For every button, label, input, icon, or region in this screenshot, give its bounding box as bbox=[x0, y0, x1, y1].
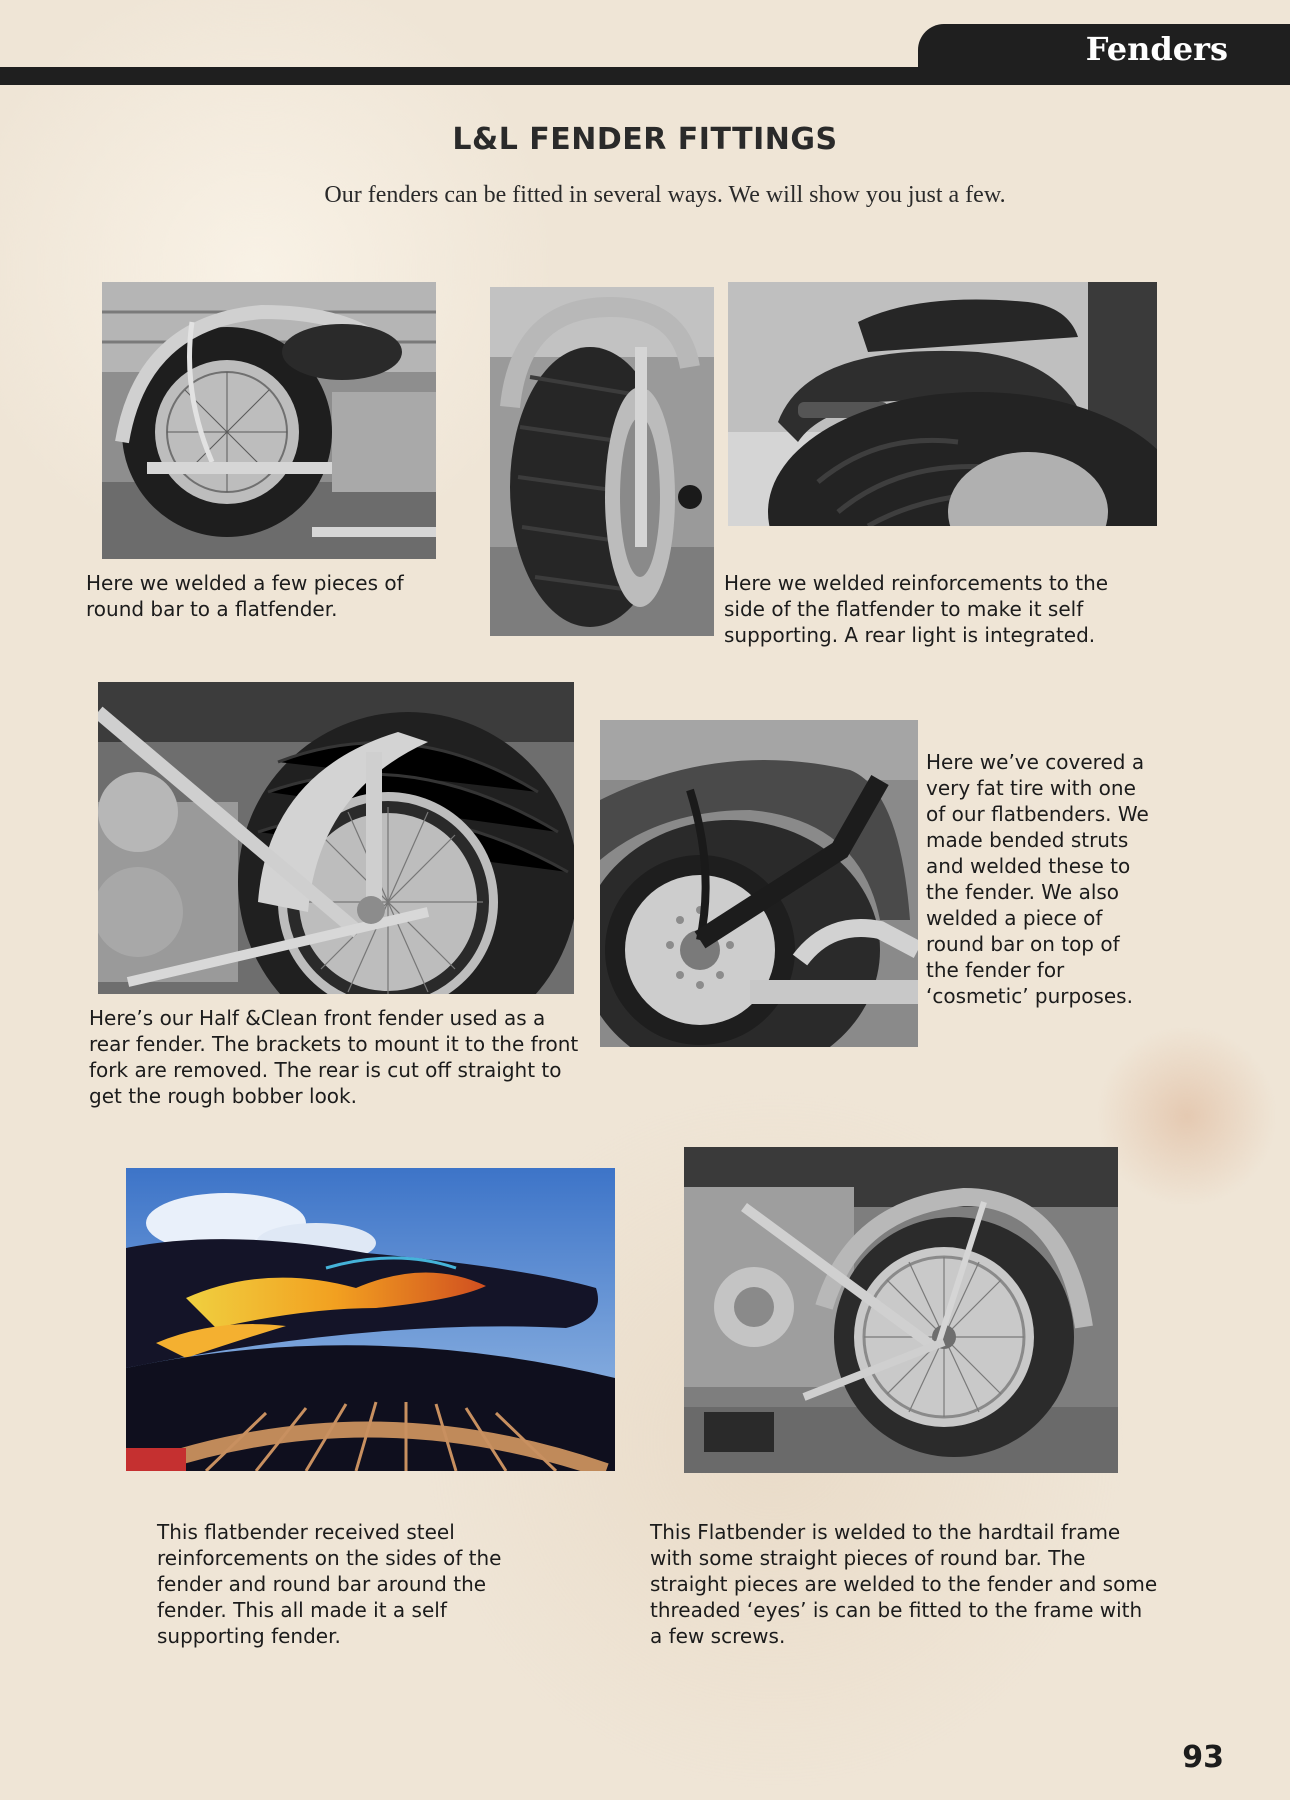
caption-round-bar: Here we welded a few pieces of round bar to a flatfender. bbox=[86, 571, 404, 621]
section-title: Fenders bbox=[1085, 30, 1228, 68]
page-number: 93 bbox=[1182, 1740, 1224, 1775]
caption-hardtail: This Flatbender is welded to the hardtail frame with some straight pieces of round bar. The straight pieces are welded to the fender and some threaded ‘eyes’ is can be fitted to the frame with a few screws. bbox=[650, 1520, 1158, 1648]
photo-flatbender-hardtail bbox=[684, 1147, 1118, 1473]
page-subtitle: Our fenders can be fitted in several ways. We will show you just a few. bbox=[324, 182, 1006, 208]
photo-round-bar-flatfender bbox=[102, 282, 436, 559]
photo-half-clean-fender bbox=[98, 682, 574, 994]
photo-self-supporting-fender-light bbox=[728, 282, 1157, 526]
caption-half-clean: Here’s our Half &Clean front fender used as a rear fender. The brackets to mount it to the front fork are removed. The rear is cut off straight to get the rough bobber look. bbox=[89, 1006, 579, 1108]
photo-fat-tire-bended-struts bbox=[600, 720, 918, 1047]
photo-flame-flatbender bbox=[126, 1168, 615, 1471]
page-title: L&L FENDER FITTINGS bbox=[452, 122, 838, 157]
photo-rear-tire-side bbox=[490, 287, 714, 636]
caption-steel-reinforcements: This flatbender received steel reinforcements on the sides of the fender and round bar around the fender. This all made it a self supporting fender. bbox=[157, 1520, 502, 1648]
caption-reinforcements-light: Here we welded reinforcements to the side of the flatfender to make it self supporting. A rear light is integrated. bbox=[724, 571, 1109, 647]
caption-fat-tire: Here we’ve covered a very fat tire with one of our flatbenders. We made bended struts and welded these to the fender. We also welded a piece of round bar on top of the fender for ‘cosmetic’ purposes. bbox=[926, 750, 1149, 1008]
